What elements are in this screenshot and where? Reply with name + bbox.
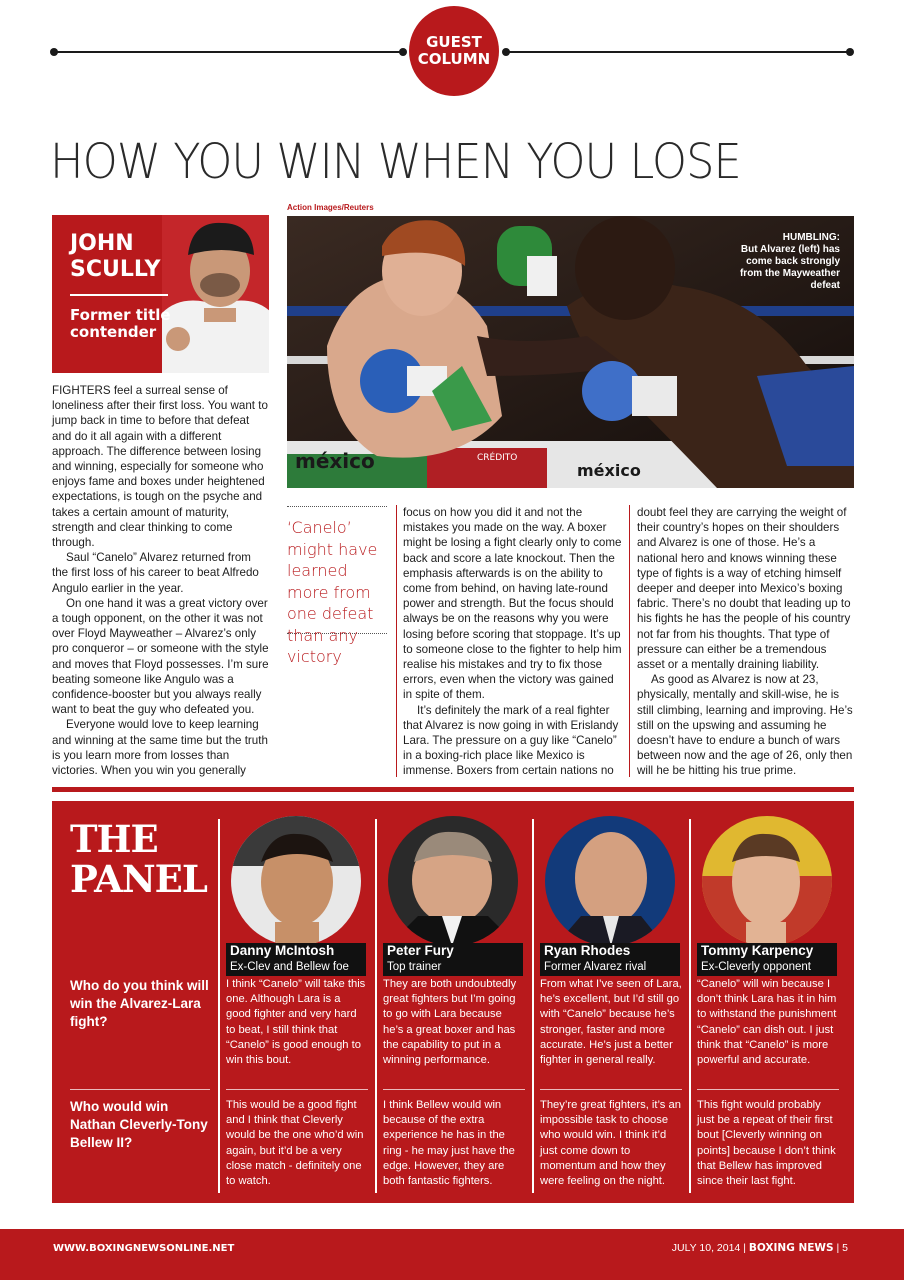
panel-title-line1: THE [70,817,158,861]
banner-right: méxico [577,461,641,480]
panel-row-rule [70,1089,210,1090]
panel-answer: This would be a good fight and I think that Cleverly would be the one who’d win again, but it’d be a very close match - definitely one to watch. [226,1099,364,1188]
article-paragraph: It’s definitely the mark of a real fighter that Alvarez is now going in with Erislandy Lara. The pressure on a guy like “Canelo” in a boxing-rich place like Mexico is immense. Boxers from certain nations no [403,703,619,778]
column-separator-2 [629,505,630,777]
article-paragraph: FIGHTERS feel a surreal sense of loneliness after their first loss. You want to jump back in time to before that defeat and do it all again with a different approach. The difference between losing and winning, especially for someone who enjoys fame and boxes under heightened expectations, is tough on the psyche and takes a certain amount of maturity, strength and clear thinking to come through. [52,384,268,550]
footer-issue [672,1242,848,1254]
panel-row-rule [540,1089,682,1090]
pull-quote [287,506,387,666]
panelist-name: Danny McIntosh [226,943,366,960]
fight-photo [287,216,854,488]
article-column-1 [52,383,269,778]
panel-answer: They are both undoubtedly great fighters but I’m going to go with Lara because he’s a great boxer and has the capability to put in a winning performance. [383,978,517,1067]
avatar [231,816,361,946]
panelist-role: Top trainer [383,959,523,976]
pull-quote-text: ‘Canelo’ might have learned more from one defeat than any victory [287,518,378,666]
article-paragraph: doubt feel they are carrying the weight of their country’s hopes on their shoulders and Alvarez is one of those. He’s a national hero and knows winning these type of fights is a way of etching himself deeper and deeper into Mexico’s boxing fabric. There’s no doubt that leading up to his fights he has the people of his country not far from his thoughts. That type of pressure can either be a tremendous asset or a mentally draining liability. [637,506,851,672]
author-name-line1: JOHN [70,231,134,256]
panel-title-line2: PANEL [70,857,207,901]
avatar [388,816,518,946]
author-name-line2: SCULLY [70,257,161,282]
panel-question-2: Who would win Nathan Cleverly-Tony Bellew II? [70,1099,208,1150]
badge-line2: COLUMN [417,50,491,68]
banner-left: méxico [295,449,375,473]
article-paragraph: focus on how you did it and not the mistakes you made on the way. A boxer might be losing a fight clearly only to come back and score a late knockout. Then the emphasis afterwards is on the ability to come from behind, on having late-round power and strength. But the focus should always be on the reasons why you were losing before scoring that stoppage. It’s up to someone close to the fighter to help him realise his mistakes and try to fix those errors, even when the victory was gained in spite of them. [403,506,622,702]
the-panel [52,801,854,1203]
panelist-ryan-rhodes [540,816,680,973]
header-rule-left [52,51,405,53]
badge-line1: GUEST [426,33,482,51]
panelist-role: Former Alvarez rival [540,959,680,976]
footer-divider: | [743,1242,746,1254]
panel-answer: This fight would probably just be a repeat of their first bout [Cleverly winning on points] because I don’t think that Bellew has improved since their last fight. [697,1099,836,1188]
photo-credit: Action Images/Reuters [287,203,374,212]
footer-divider: | [836,1242,840,1254]
panel-answer: “Canelo” will win because I don’t think Lara has it in him to withstand the punishment “Canelo” can dish out. I just think that “Canelo” is more powerful and accurate. [697,978,837,1067]
author-role [70,307,180,341]
panel-answer: From what I’ve seen of Lara, he’s excellent, but I’d still go with “Canelo” because he’s stronger, faster and more accurate. He’s just a better fighter in general really. [540,978,682,1067]
panelist-role: Ex-Cleverly opponent [697,959,837,976]
column-separator-1 [396,505,397,777]
avatar [702,816,832,946]
panel-answer: They’re great fighters, it’s an impossible task to choose who would win. I think it’d just come down to momentum and how they were feeling on the night. [540,1099,681,1188]
panel-answer: I think Bellew would win because of the extra experience he has in the ring - he may just have the edge. However, they are both fantastic fighters. [383,1099,515,1188]
footer-url: WWW.BOXINGNEWSONLINE.NET [53,1243,235,1254]
panel-row-rule [697,1089,839,1090]
panel-divider [532,819,534,1193]
article-paragraph: Saul “Canelo” Alvarez returned from the first loss of his career to beat Alfredo Angulo earlier in the year. [52,551,259,595]
article-column-3 [637,505,857,779]
panelist-danny-mcintosh [226,816,366,973]
panelist-role: Ex-Clev and Bellew foe [226,959,366,976]
article-paragraph: Everyone would love to keep learning and winning at the same time but the truth is you learn more from losses than victories. When you win you generally [52,718,268,778]
panelist-peter-fury [383,816,523,973]
author-box [52,215,269,373]
panel-row-rule [226,1089,368,1090]
page-footer [0,1229,904,1280]
article-paragraph: As good as Alvarez is now at 23, physically, mentally and skill-wise, he is still climbing, learning and improving. He’s still on the upswing and assuming he doesn’t have to endure a bunch of wars between now and the age of 26, only then will he be hitting his true prime. [637,673,853,778]
panelist-tommy-karpency [697,816,837,973]
panel-divider [218,819,220,1193]
guest-column-badge [409,6,499,96]
banner-mid: CRÉDITO [477,453,518,463]
footer-date: JULY 10, 2014 [671,1242,741,1254]
author-divider [70,294,168,296]
author-role-line2: contender [70,323,157,341]
panel-row-rule [383,1089,525,1090]
header-rule-right [504,51,852,53]
caption-text: But Alvarez (left) has come back strongly from the Mayweather defeat [739,244,840,291]
panel-divider [689,819,691,1193]
author-name [70,231,190,283]
panelist-name: Peter Fury [383,943,523,960]
panelist-name: Tommy Karpency [697,943,837,960]
author-role-line1: Former title [70,306,171,324]
headline: HOW YOU WIN WHEN YOU LOSE [50,134,741,190]
panel-answer: I think “Canelo” will take this one. Although Lara is a good fighter and very hard to beat, I still think that “Canelo” is good enough to win this bout. [226,978,366,1067]
article-paragraph: On one hand it was a great victory over a tough opponent, on the other it was not over Floyd Mayweather – Alvarez’s only pro conqueror – or someone with the style and moves that Floyd possesses. I’m sure beating someone like Angulo was a confidence-booster but you always really want to beat the guy who defeated you. [52,596,269,717]
panel-top-bar [52,787,854,792]
panel-divider [375,819,377,1193]
article-column-2 [403,505,623,779]
panel-question-1: Who do you think will win the Alvarez-Lara fight? [70,978,209,1029]
caption-lead: HUMBLING: [782,232,840,243]
page-number: 5 [842,1242,848,1254]
photo-caption [730,232,840,292]
avatar [545,816,675,946]
panel-title [70,819,207,899]
footer-publication: BOXING NEWS [748,1242,834,1254]
panelist-name: Ryan Rhodes [540,943,680,960]
